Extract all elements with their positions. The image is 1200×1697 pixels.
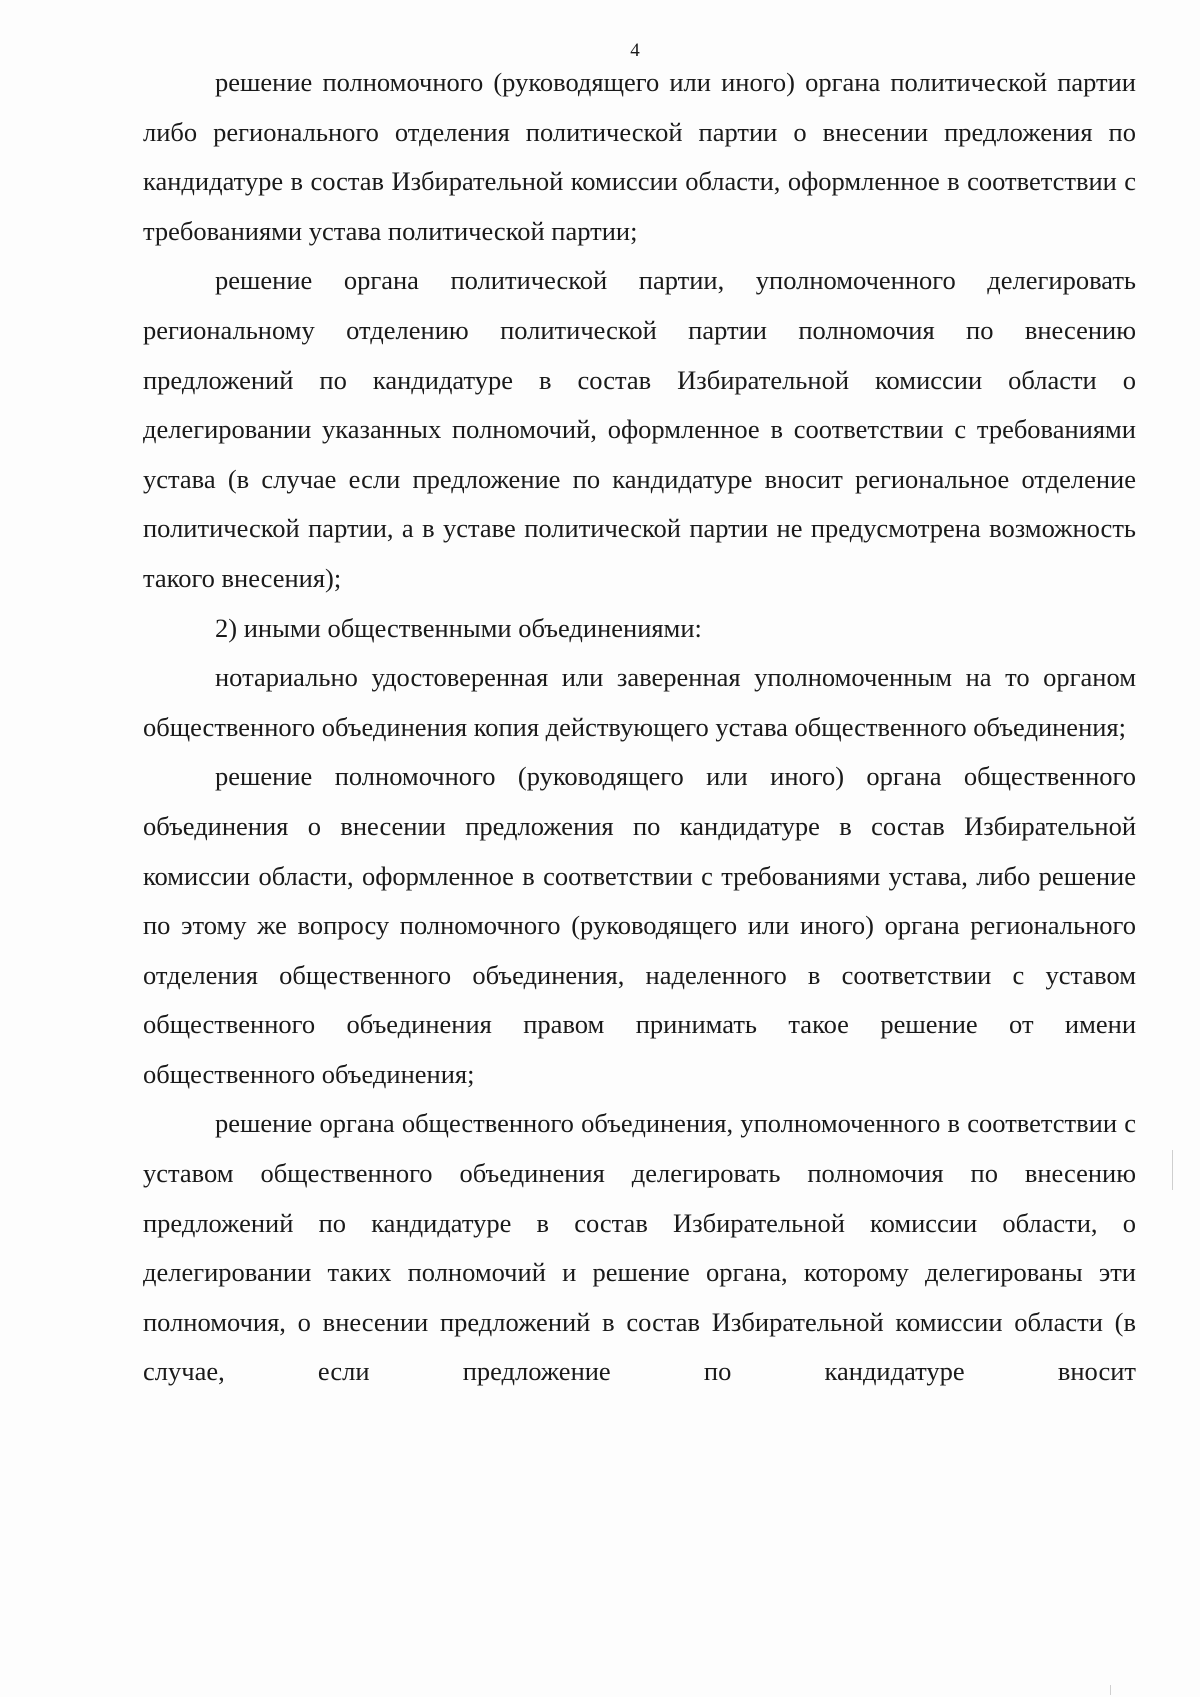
document-body — [143, 58, 1136, 1397]
paragraph-association-decision: решение полномочного (руководящего или иного) органа общественного объединения о внесении предложения по кандидатуре в состав Избирательной комиссии области, оформленное в соответствии с требованиями устава, либо решение по этому же вопросу полномочного (руководящего или иного) органа регионального отделения общественного объединения, наделенного в соответствии с уставом общественного объединения правом принимать такое решение от имени общественного объединения; — [143, 761, 1136, 1089]
paragraph-party-decision: решение полномочного (руководящего или иного) органа политической партии либо регионального отделения политической партии о внесении предложения по кандидатуре в состав Избирательной комиссии области, оформленное в соответствии с требованиями устава политической партии; — [143, 67, 1136, 246]
page-number: 4 — [630, 40, 640, 61]
scan-artifact-edge — [1172, 1150, 1173, 1190]
paragraph-association-delegation: решение органа общественного объединения, уполномоченного в соответствии с уставом общественного объединения делегировать полномочия по внесению предложений по кандидатуре в состав Избирательной комиссии области, о делегировании таких полномочий и решение органа, которому делегированы эти полномочия, о внесении предложений в состав Избирательной комиссии области (в случае, если предложение по кандидатуре вносит — [143, 1108, 1136, 1387]
paragraph-party-delegation: решение органа политической партии, уполномоченного делегировать региональному отделению политической партии полномочия по внесению предложений по кандидатуре в состав Избирательной комиссии области о делегировании указанных полномочий, оформленное в соответствии с требованиями устава (в случае если предложение по кандидатуре вносит региональное отделение политической партии, а в уставе политической партии не предусмотрена возможность такого внесения); — [143, 265, 1136, 593]
paragraph-other-associations-heading: 2) иными общественными объединениями: — [215, 612, 702, 643]
scan-artifact-edge — [1110, 1685, 1111, 1695]
paragraph-charter-copy: нотариально удостоверенная или заверенная уполномоченным на то органом общественного объединения копия действующего устава общественного объединения; — [143, 662, 1136, 742]
